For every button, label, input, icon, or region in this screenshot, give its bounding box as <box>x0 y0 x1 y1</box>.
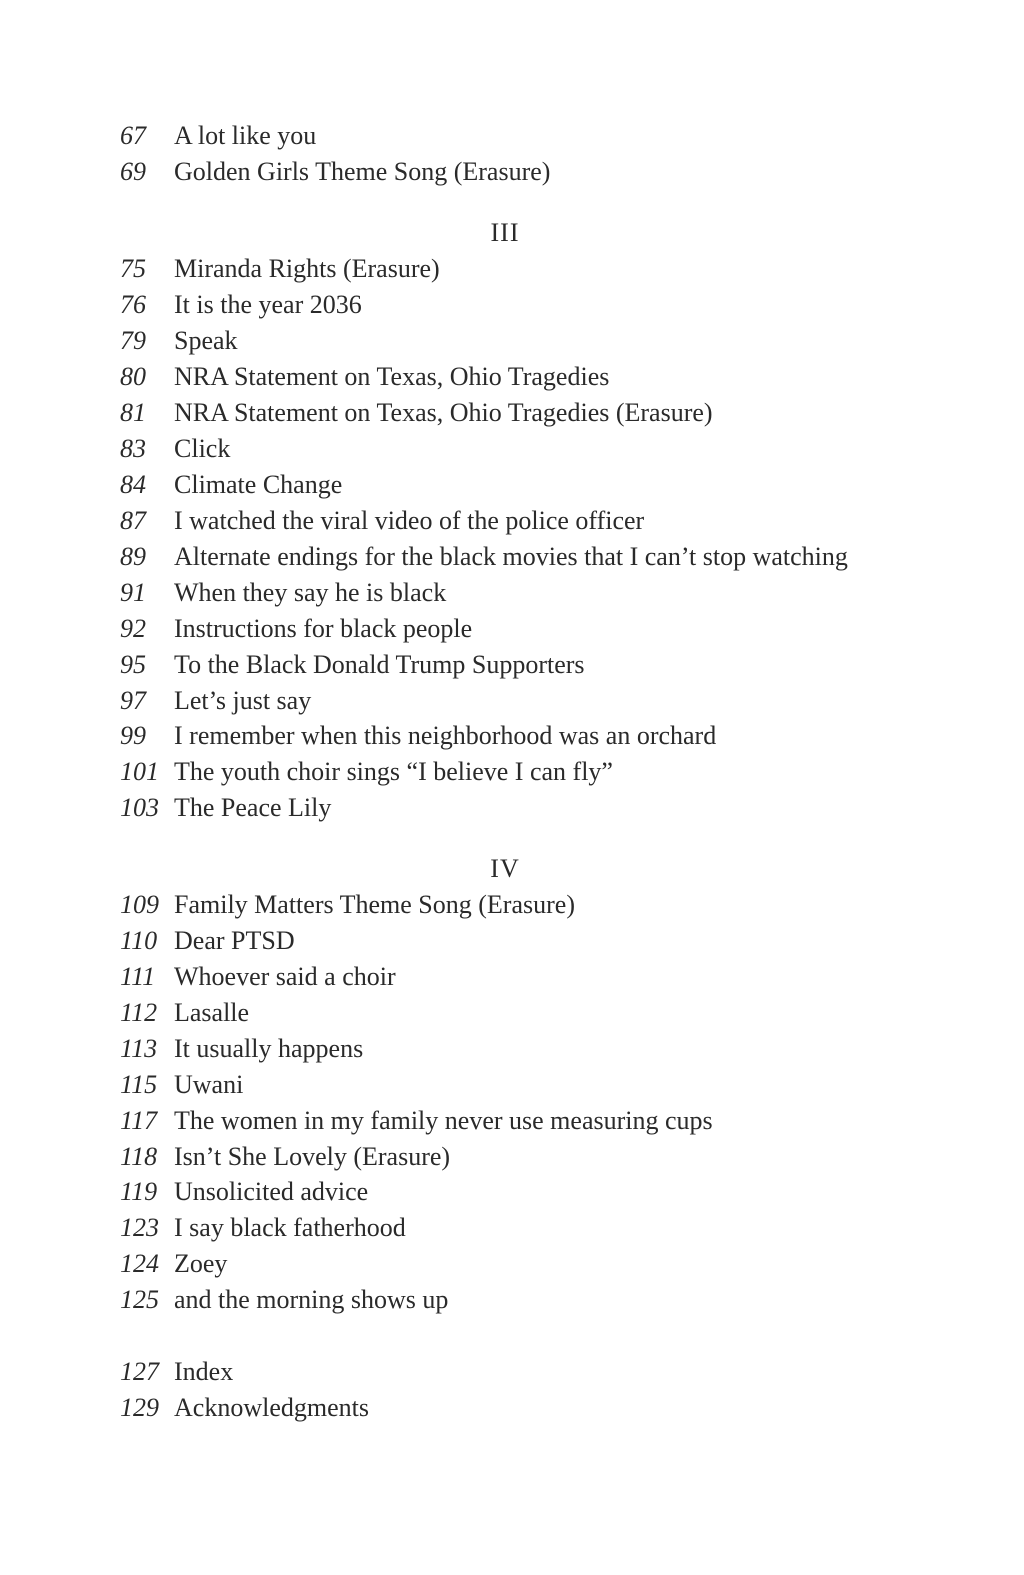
toc-page-number: 92 <box>120 614 146 643</box>
toc-page-number: 97 <box>120 686 146 715</box>
toc-page-number: 125 <box>120 1285 159 1314</box>
toc-page-number: 103 <box>120 793 159 822</box>
toc-page-number: 123 <box>120 1213 159 1242</box>
toc-entry <box>0 718 1024 754</box>
toc-title: NRA Statement on Texas, Ohio Tragedies <box>174 362 610 391</box>
toc-entry <box>0 251 1024 287</box>
toc-entry <box>0 1174 1024 1210</box>
toc-title: NRA Statement on Texas, Ohio Tragedies (Erasure) <box>174 398 713 427</box>
toc-title: Dear PTSD <box>174 926 295 955</box>
toc-page-number: 81 <box>120 398 146 427</box>
toc-entry <box>0 923 1024 959</box>
toc-title: When they say he is black <box>174 578 447 607</box>
toc-page-number: 124 <box>120 1249 159 1278</box>
toc-page-number: 95 <box>120 650 146 679</box>
toc-page-number: 110 <box>120 926 158 955</box>
toc-page-number: 118 <box>120 1142 158 1171</box>
toc-title: A lot like you <box>174 121 317 150</box>
toc-entry <box>0 1031 1024 1067</box>
toc-title: Alternate endings for the black movies that I can’t stop watching <box>174 542 848 571</box>
toc-entry <box>0 539 1024 575</box>
toc-page-number: 91 <box>120 578 146 607</box>
toc-entry <box>0 790 1024 826</box>
toc-entry <box>0 323 1024 359</box>
toc-entry <box>0 1390 1024 1426</box>
toc-title: I say black fatherhood <box>174 1213 406 1242</box>
toc-entry <box>0 611 1024 647</box>
toc-title: Lasalle <box>174 998 250 1027</box>
toc-page-number: 79 <box>120 326 146 355</box>
toc-entry <box>0 1103 1024 1139</box>
toc-entry <box>0 1354 1024 1390</box>
toc-entry <box>0 1139 1024 1175</box>
toc-entry <box>0 959 1024 995</box>
toc-title: Acknowledgments <box>174 1393 369 1422</box>
toc-entry <box>0 754 1024 790</box>
toc-title: The women in my family never use measuring cups <box>174 1106 713 1135</box>
toc-page-number: 89 <box>120 542 146 571</box>
toc-page-number: 75 <box>120 254 146 283</box>
toc-title: Family Matters Theme Song (Erasure) <box>174 890 575 919</box>
toc-entry <box>0 575 1024 611</box>
toc-title: Whoever said a choir <box>174 962 396 991</box>
toc-entry <box>0 118 1024 154</box>
toc-title: Zoey <box>174 1249 228 1278</box>
toc-title: Golden Girls Theme Song (Erasure) <box>174 157 551 186</box>
toc-page-number: 101 <box>120 757 159 786</box>
toc-page-number: 111 <box>120 962 156 991</box>
toc-title: Climate Change <box>174 470 343 499</box>
toc-title: Unsolicited advice <box>174 1177 369 1206</box>
toc-page-number: 69 <box>120 157 146 186</box>
toc-entry <box>0 647 1024 683</box>
toc-title: It usually happens <box>174 1034 364 1063</box>
toc-title: Isn’t She Lovely (Erasure) <box>174 1142 451 1171</box>
toc-entry <box>0 887 1024 923</box>
toc-title: Index <box>174 1357 234 1386</box>
toc-page-number: 109 <box>120 890 159 919</box>
toc-title: Miranda Rights (Erasure) <box>174 254 440 283</box>
toc-entry <box>0 503 1024 539</box>
toc-entry <box>0 683 1024 719</box>
toc-page-number: 87 <box>120 506 146 535</box>
toc-entry <box>0 395 1024 431</box>
toc-title: Let’s just say <box>174 686 312 715</box>
toc-page-number: 76 <box>120 290 146 319</box>
toc-page-number: 119 <box>120 1177 158 1206</box>
toc-page-number: 99 <box>120 721 146 750</box>
toc-title: I remember when this neighborhood was an orchard <box>174 721 717 750</box>
toc-title: The youth choir sings “I believe I can fly” <box>174 757 613 786</box>
toc-page-number: 129 <box>120 1393 159 1422</box>
toc-title: Click <box>174 434 231 463</box>
section-heading: IV <box>490 854 520 883</box>
toc-page-number: 112 <box>120 998 158 1027</box>
toc-title: The Peace Lily <box>174 793 332 822</box>
toc-page-number: 84 <box>120 470 146 499</box>
toc-title: To the Black Donald Trump Supporters <box>174 650 585 679</box>
toc-entry <box>0 1246 1024 1282</box>
toc-page-number: 117 <box>120 1106 158 1135</box>
toc-title: Uwani <box>174 1070 244 1099</box>
toc-entry <box>0 467 1024 503</box>
toc-title: Speak <box>174 326 238 355</box>
toc-entry <box>0 154 1024 190</box>
toc-entry <box>0 287 1024 323</box>
toc-entry <box>0 1282 1024 1318</box>
toc-page-number: 113 <box>120 1034 158 1063</box>
toc-entry <box>0 995 1024 1031</box>
toc-entry <box>0 1210 1024 1246</box>
toc-title: I watched the viral video of the police officer <box>174 506 645 535</box>
toc-title: and the morning shows up <box>174 1285 449 1314</box>
toc-title: It is the year 2036 <box>174 290 362 319</box>
toc-page-number: 67 <box>120 121 146 150</box>
toc-page-number: 115 <box>120 1070 158 1099</box>
toc-page-number: 83 <box>120 434 146 463</box>
toc-entry <box>0 1067 1024 1103</box>
toc-entry <box>0 431 1024 467</box>
toc-entry <box>0 359 1024 395</box>
section-heading: III <box>490 218 520 247</box>
toc-title: Instructions for black people <box>174 614 473 643</box>
toc-page-number: 80 <box>120 362 146 391</box>
toc-page-number: 127 <box>120 1357 159 1386</box>
